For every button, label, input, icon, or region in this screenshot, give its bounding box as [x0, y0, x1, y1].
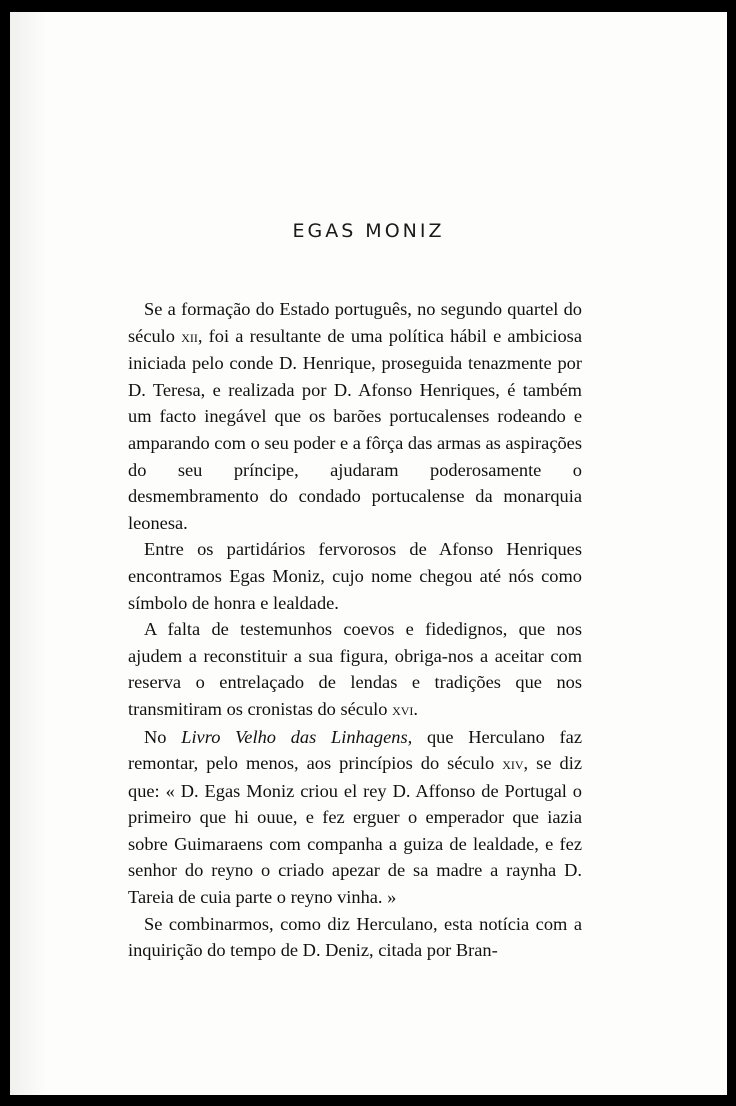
paragraph-5-text: Se combinarmos, como diz Herculano, esta notícia com a inquirição do tempo de D. Deniz, citada por Bran- [128, 913, 582, 961]
document-page [10, 12, 727, 1095]
page-title: EGAS MONIZ [292, 220, 445, 242]
paragraph-2-text: Entre os partidários fervorosos de Afonso Henriques encontramos Egas Moniz, cujo nome chegou até nós como símbolo de honra e lealdade. [128, 539, 582, 613]
paragraph-1 [128, 296, 582, 536]
paragraph-4-text-b: que Herculano faz remontar, pelo menos, aos princípios do século [128, 726, 582, 774]
paragraph-3 [128, 616, 582, 723]
paragraph-2 [128, 536, 582, 616]
roman-numeral: xiv [502, 754, 524, 774]
paragraph-4 [128, 724, 582, 911]
paragraph-5 [128, 911, 582, 964]
paragraph-3-text-c: . [413, 698, 418, 719]
paragraph-1-text-c: , foi a resultante de uma política hábil e ambiciosa iniciada pelo conde D. Henrique, proseguida tenazmente por D. Teresa, e realizada por D. Afonso Henriques, é também um facto inegável que os barões portucalenses rodeando e amparando com o seu poder e a fôrça das armas as aspirações do seu príncipe, ajudaram poderosamente o desmembramento do condado portucalense da monarquia leonesa. [128, 325, 582, 533]
paragraph-3-text-a: A falta de testemunhos coevos e fidedignos, que nos ajudem a reconstituir a sua figura, obriga-nos a aceitar com reserva o entrelaçado de lendas e tradições que nos transmitiram os cronistas do século [128, 619, 582, 719]
roman-numeral: xii [181, 326, 198, 346]
body-text [128, 296, 582, 964]
book-title: Livro Velho das Linhagens, [181, 726, 413, 747]
scan-edge-shadow [10, 12, 48, 1095]
paragraph-4-text-a: No [144, 726, 182, 747]
paragraph-1-text-a: Se a formação do Estado português, no segundo quartel do século [128, 299, 582, 346]
roman-numeral: xvi [392, 699, 414, 719]
paragraph-4-text-d: , se diz que: « D. Egas Moniz criou el rey D. Affonso de Portugal o primeiro que hi ouue, e fez erguer o emperador que iazia sobre Guimaraens com companha a guiza de lealdade, e fez senhor do reyno o criado apezar de sa madre a raynha D. Tareia de cuia parte o reyno vinha. » [128, 753, 582, 908]
